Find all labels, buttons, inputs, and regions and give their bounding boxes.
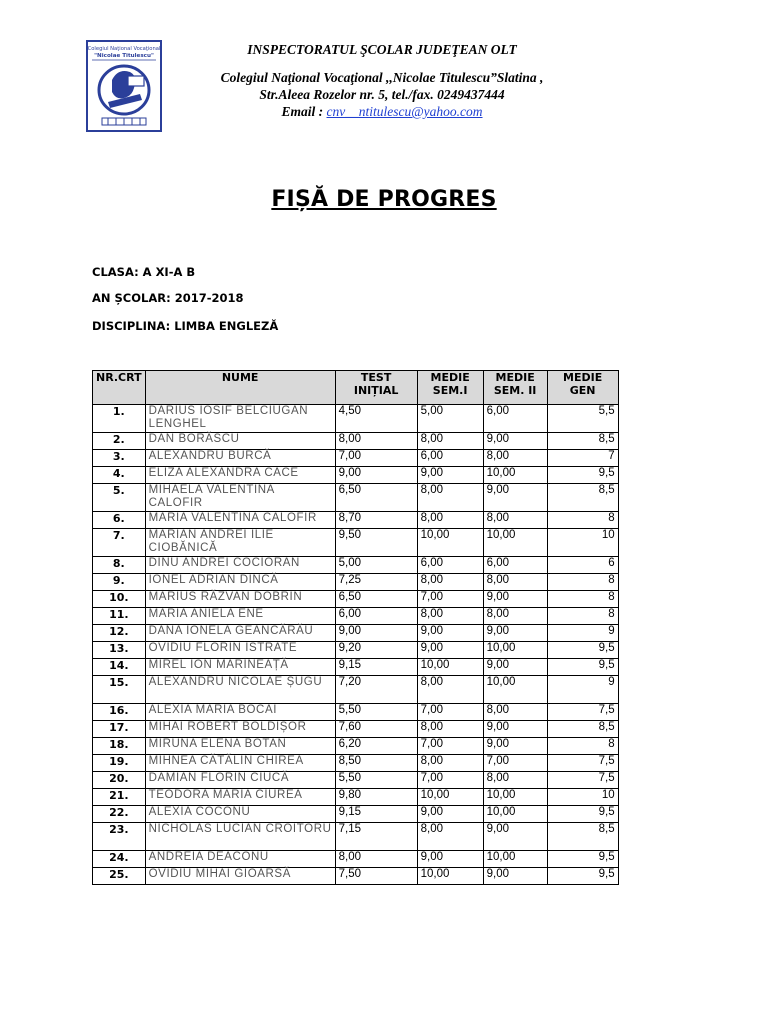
- general-average: 9,5: [547, 806, 618, 823]
- sem2-average: 9,00: [483, 823, 547, 851]
- initial-test: 8,00: [335, 851, 417, 868]
- table-row: [93, 433, 619, 450]
- table-row: [93, 738, 619, 755]
- general-average: 7: [547, 450, 618, 467]
- school-crest-icon: [88, 42, 160, 130]
- sem2-average: 7,00: [483, 755, 547, 772]
- initial-test: 8,00: [335, 433, 417, 450]
- sem1-average: 8,00: [417, 574, 483, 591]
- sem2-average: 9,00: [483, 659, 547, 676]
- initial-test: 9,15: [335, 806, 417, 823]
- student-name: MIREL ION MARINEAȚĂ: [145, 659, 335, 676]
- initial-test: 5,00: [335, 557, 417, 574]
- general-average: 8,5: [547, 433, 618, 450]
- table-row: [93, 484, 619, 512]
- sem2-average: 10,00: [483, 529, 547, 557]
- page-title: FIȘĂ DE PROGRES: [271, 187, 497, 212]
- header-sem2-line2: SEM. II: [493, 384, 537, 397]
- student-name: DAN BORĂSCU: [145, 433, 335, 450]
- student-name: DANA IONELA GEANCĂRĂU: [145, 625, 335, 642]
- sem2-average: 10,00: [483, 676, 547, 704]
- school-logo: [86, 40, 162, 132]
- student-name: DARIUS IOSIF BELCIUGAN LENGHEL: [145, 405, 335, 433]
- sem2-average: 9,00: [483, 433, 547, 450]
- svg-text:"Nicolae Titulescu": "Nicolae Titulescu": [94, 53, 154, 59]
- student-name: ALEXANDRU BURCĂ: [145, 450, 335, 467]
- header-sem2: [483, 371, 547, 405]
- row-nr: 18.: [93, 738, 146, 755]
- student-name: ALEXIA COCONU: [145, 806, 335, 823]
- sem2-average: 10,00: [483, 806, 547, 823]
- sem2-average: 10,00: [483, 467, 547, 484]
- header-sem1-line2: SEM.I: [432, 384, 468, 397]
- sem2-average: 10,00: [483, 789, 547, 806]
- header-sem2-line1: MEDIE: [495, 371, 535, 384]
- header-initial-test: TEST INIȚIAL: [335, 371, 417, 405]
- sem1-average: 9,00: [417, 625, 483, 642]
- row-nr: 7.: [93, 529, 146, 557]
- row-nr: 13.: [93, 642, 146, 659]
- svg-text:Colegiul Naţional Vocaţional: Colegiul Naţional Vocaţional: [88, 46, 160, 52]
- row-nr: 11.: [93, 608, 146, 625]
- student-name: MIHAI ROBERT BOLDIȘOR: [145, 721, 335, 738]
- row-nr: 25.: [93, 868, 146, 885]
- general-average: 9,5: [547, 868, 618, 885]
- general-average: 8: [547, 512, 618, 529]
- student-name: MIHNEA CĂTĂLIN CHIREA: [145, 755, 335, 772]
- initial-test: 6,20: [335, 738, 417, 755]
- student-name: MARIA ANIELA ENE: [145, 608, 335, 625]
- initial-test: 9,00: [335, 467, 417, 484]
- row-nr: 21.: [93, 789, 146, 806]
- row-nr: 2.: [93, 433, 146, 450]
- email-link[interactable]: cnv__ntitulescu@yahoo.com: [326, 104, 483, 119]
- row-nr: 8.: [93, 557, 146, 574]
- initial-test: 7,15: [335, 823, 417, 851]
- table-row: [93, 704, 619, 721]
- general-average: 8,5: [547, 823, 618, 851]
- sem1-average: 8,00: [417, 484, 483, 512]
- general-average: 9,5: [547, 659, 618, 676]
- sem1-average: 8,00: [417, 676, 483, 704]
- table-row: [93, 772, 619, 789]
- initial-test: 8,70: [335, 512, 417, 529]
- row-nr: 9.: [93, 574, 146, 591]
- sem1-average: 8,00: [417, 823, 483, 851]
- general-average: 7,5: [547, 704, 618, 721]
- sem1-average: 10,00: [417, 789, 483, 806]
- student-name: DINU ANDREI COCIORAN: [145, 557, 335, 574]
- initial-test: 9,80: [335, 789, 417, 806]
- table-row: [93, 557, 619, 574]
- sem1-average: 9,00: [417, 467, 483, 484]
- sem1-average: 7,00: [417, 738, 483, 755]
- row-nr: 19.: [93, 755, 146, 772]
- sem1-average: 8,00: [417, 721, 483, 738]
- table-row: [93, 450, 619, 467]
- college-email-line: [172, 104, 592, 120]
- student-name: NICHOLAS LUCIAN CROITORU: [145, 823, 335, 851]
- student-name: ANDREIA DEACONU: [145, 851, 335, 868]
- row-nr: 15.: [93, 676, 146, 704]
- table-row: [93, 823, 619, 851]
- general-average: 10: [547, 529, 618, 557]
- college-address: Str.Aleea Rozelor nr. 5, tel./fax. 0249437444: [259, 87, 505, 102]
- sem2-average: 8,00: [483, 512, 547, 529]
- table-row: [93, 642, 619, 659]
- student-name: ALEXIA MARIA BOCAI: [145, 704, 335, 721]
- general-average: 9,5: [547, 851, 618, 868]
- table-row: [93, 405, 619, 433]
- initial-test: 6,50: [335, 591, 417, 608]
- row-nr: 3.: [93, 450, 146, 467]
- header-general: [547, 371, 618, 405]
- sem1-average: 8,00: [417, 433, 483, 450]
- table-row: [93, 625, 619, 642]
- initial-test: 5,50: [335, 772, 417, 789]
- initial-test: 9,15: [335, 659, 417, 676]
- student-name: MARIA VALENTINA CALOFIR: [145, 512, 335, 529]
- table-row: [93, 755, 619, 772]
- college-name: Colegiul Naţional Vocaţional ,,Nicolae Titulescu”Slatina ,: [220, 70, 544, 85]
- sem2-average: 8,00: [483, 450, 547, 467]
- initial-test: 6,00: [335, 608, 417, 625]
- initial-test: 9,20: [335, 642, 417, 659]
- sem2-average: 6,00: [483, 557, 547, 574]
- student-name: ELIZA ALEXANDRA CACE: [145, 467, 335, 484]
- header-sem1: [417, 371, 483, 405]
- progress-table: [92, 370, 619, 885]
- general-average: 7,5: [547, 772, 618, 789]
- row-nr: 4.: [93, 467, 146, 484]
- initial-test: 9,00: [335, 625, 417, 642]
- general-average: 8: [547, 591, 618, 608]
- general-average: 8: [547, 608, 618, 625]
- table-row: [93, 721, 619, 738]
- initial-test: 7,20: [335, 676, 417, 704]
- row-nr: 6.: [93, 512, 146, 529]
- row-nr: 22.: [93, 806, 146, 823]
- student-name: IONEL ADRIAN DINCĂ: [145, 574, 335, 591]
- school-year-label: AN ȘCOLAR: 2017-2018: [92, 291, 244, 305]
- sem1-average: 8,00: [417, 608, 483, 625]
- student-name: MIRUNA ELENA BOTAN: [145, 738, 335, 755]
- table-row: [93, 659, 619, 676]
- sem1-average: 10,00: [417, 659, 483, 676]
- class-label: CLASA: A XI-A B: [92, 265, 196, 279]
- table-row: [93, 529, 619, 557]
- student-name: TEODORA MARIA CIUREA: [145, 789, 335, 806]
- sem1-average: 6,00: [417, 557, 483, 574]
- initial-test: 8,50: [335, 755, 417, 772]
- sem1-average: 6,00: [417, 450, 483, 467]
- sem2-average: 9,00: [483, 868, 547, 885]
- initial-test: 7,00: [335, 450, 417, 467]
- header-general-line1: MEDIE: [563, 371, 603, 384]
- table-row: [93, 868, 619, 885]
- table-row: [93, 591, 619, 608]
- table-header-row: [93, 371, 619, 405]
- general-average: 5,5: [547, 405, 618, 433]
- table-row: [93, 806, 619, 823]
- table-row: [93, 789, 619, 806]
- sem1-average: 10,00: [417, 868, 483, 885]
- general-average: 9,5: [547, 642, 618, 659]
- table-row: [93, 467, 619, 484]
- email-label: Email :: [281, 104, 327, 119]
- row-nr: 24.: [93, 851, 146, 868]
- row-nr: 1.: [93, 405, 146, 433]
- sem1-average: 8,00: [417, 755, 483, 772]
- general-average: 9: [547, 676, 618, 704]
- sem2-average: 9,00: [483, 484, 547, 512]
- general-average: 8,5: [547, 484, 618, 512]
- sem2-average: 9,00: [483, 591, 547, 608]
- sem1-average: 7,00: [417, 591, 483, 608]
- initial-test: 4,50: [335, 405, 417, 433]
- student-name: OVIDIU FLORIN ISTRATE: [145, 642, 335, 659]
- student-name: MARIAN ANDREI ILIE CIOBĂNICĂ: [145, 529, 335, 557]
- row-nr: 10.: [93, 591, 146, 608]
- row-nr: 16.: [93, 704, 146, 721]
- general-average: 9,5: [547, 467, 618, 484]
- student-name: MIHAELA VALENTINA CALOFIR: [145, 484, 335, 512]
- student-name: DAMIAN FLORIN CIUCĂ: [145, 772, 335, 789]
- initial-test: 7,50: [335, 868, 417, 885]
- general-average: 7,5: [547, 755, 618, 772]
- table-row: [93, 574, 619, 591]
- sem2-average: 9,00: [483, 738, 547, 755]
- general-average: 6: [547, 557, 618, 574]
- general-average: 8,5: [547, 721, 618, 738]
- initial-test: 9,50: [335, 529, 417, 557]
- initial-test: 6,50: [335, 484, 417, 512]
- table-row: [93, 512, 619, 529]
- sem1-average: 9,00: [417, 851, 483, 868]
- sem2-average: 8,00: [483, 704, 547, 721]
- general-average: 8: [547, 738, 618, 755]
- subject-label: DISCIPLINA: LIMBA ENGLEZĂ: [92, 319, 279, 333]
- sem1-average: 10,00: [417, 529, 483, 557]
- sem2-average: 9,00: [483, 625, 547, 642]
- initial-test: 5,50: [335, 704, 417, 721]
- table-row: [93, 676, 619, 704]
- student-name: MARIUS RĂZVAN DOBRIN: [145, 591, 335, 608]
- header-nr: NR.CRT: [93, 371, 146, 405]
- student-name: ALEXANDRU NICOLAE ȘUGU: [145, 676, 335, 704]
- sem1-average: 9,00: [417, 806, 483, 823]
- row-nr: 14.: [93, 659, 146, 676]
- row-nr: 5.: [93, 484, 146, 512]
- table-row: [93, 851, 619, 868]
- sem1-average: 8,00: [417, 512, 483, 529]
- initial-test: 7,60: [335, 721, 417, 738]
- general-average: 10: [547, 789, 618, 806]
- initial-test: 7,25: [335, 574, 417, 591]
- sem1-average: 7,00: [417, 772, 483, 789]
- sem2-average: 10,00: [483, 851, 547, 868]
- sem1-average: 9,00: [417, 642, 483, 659]
- row-nr: 20.: [93, 772, 146, 789]
- general-average: 8: [547, 574, 618, 591]
- row-nr: 12.: [93, 625, 146, 642]
- inspectorate-heading: INSPECTORATUL ŞCOLAR JUDEŢEAN OLT: [247, 42, 517, 57]
- row-nr: 17.: [93, 721, 146, 738]
- sem2-average: 10,00: [483, 642, 547, 659]
- header-name: NUME: [145, 371, 335, 405]
- row-nr: 23.: [93, 823, 146, 851]
- sem2-average: 8,00: [483, 574, 547, 591]
- header-sem1-line1: MEDIE: [430, 371, 470, 384]
- general-average: 9: [547, 625, 618, 642]
- header-general-line2: GEN: [569, 384, 596, 397]
- sem2-average: 8,00: [483, 772, 547, 789]
- sem1-average: 7,00: [417, 704, 483, 721]
- sem2-average: 9,00: [483, 721, 547, 738]
- student-name: OVIDIU MIHAI GIOARSĂ: [145, 868, 335, 885]
- sem1-average: 5,00: [417, 405, 483, 433]
- sem2-average: 6,00: [483, 405, 547, 433]
- table-row: [93, 608, 619, 625]
- sem2-average: 8,00: [483, 608, 547, 625]
